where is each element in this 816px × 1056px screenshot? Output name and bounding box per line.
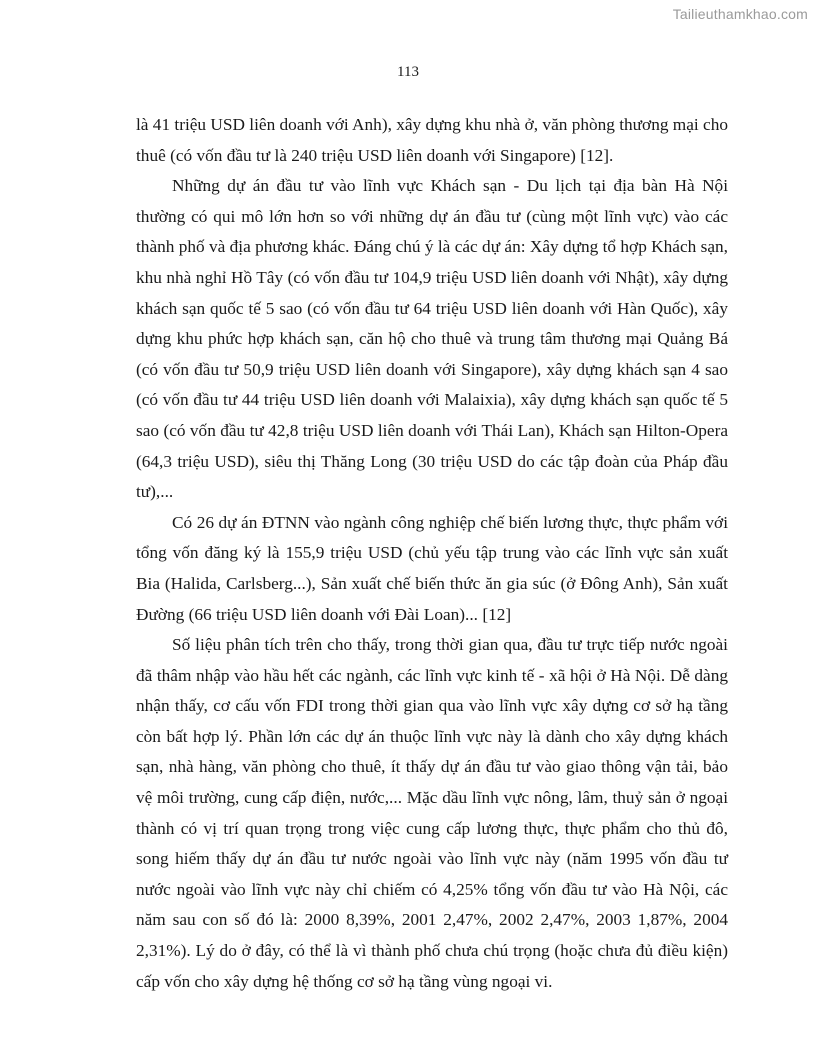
document-body bbox=[136, 110, 728, 997]
paragraph-fdi-analysis: Số liệu phân tích trên cho thấy, trong thời gian qua, đầu tư trực tiếp nước ngoài đã thâm nhập vào hầu hết các ngành, các lĩnh vực kinh tế - xã hội ở Hà Nội. Dễ dàng nhận thấy, cơ cấu vốn FDI trong thời gian qua vào lĩnh vực xây dựng cơ sở hạ tầng còn bất hợp lý. Phần lớn các dự án thuộc lĩnh vực này là dành cho xây dựng khách sạn, nhà hàng, văn phòng cho thuê, ít thấy dự án đầu tư vào giao thông vận tải, bảo vệ môi trường, cung cấp điện, nước,... Mặc dầu lĩnh vực nông, lâm, thuỷ sản ở ngoại thành có vị trí quan trọng trong việc cung cấp lương thực, thực phẩm cho thủ đô, song hiếm thấy dự án đầu tư nước ngoài vào lĩnh vực này (năm 1995 vốn đầu tư nước ngoài vào lĩnh vực này chỉ chiếm có 4,25% tổng vốn đầu tư vào Hà Nội, các năm sau con số đó là: 2000 8,39%, 2001 2,47%, 2002 2,47%, 2003 1,87%, 2004 2,31%). Lý do ở đây, có thể là vì thành phố chưa chú trọng (hoặc chưa đủ điều kiện) cấp vốn cho xây dựng hệ thống cơ sở hạ tầng vùng ngoại vi. bbox=[136, 635, 728, 991]
paragraph-hotel-tourism-projects: Những dự án đầu tư vào lĩnh vực Khách sạn - Du lịch tại địa bàn Hà Nội thường có qui mô lớn hơn so với những dự án đầu tư (cùng một lĩnh vực) vào các thành phố và địa phương khác. Đáng chú ý là các dự án: Xây dựng tổ hợp Khách sạn, khu nhà nghỉ Hồ Tây (có vốn đầu tư 104,9 triệu USD liên doanh với Nhật), xây dựng khách sạn quốc tế 5 sao (có vốn đầu tư 64 triệu USD liên doanh với Hàn Quốc), xây dựng khu phức hợp khách sạn, căn hộ cho thuê và trung tâm thương mại Quảng Bá (có vốn đầu tư 50,9 triệu USD liên doanh với Singapore), xây dựng khách sạn 4 sao (có vốn đầu tư 44 triệu USD liên doanh với Malaixia), xây dựng khách sạn quốc tế 5 sao (có vốn đầu tư 42,8 triệu USD liên doanh với Thái Lan), Khách sạn Hilton-Opera (64,3 triệu USD), siêu thị Thăng Long (30 triệu USD do các tập đoàn của Pháp đầu tư),... bbox=[136, 176, 728, 502]
paragraph-food-processing-projects: Có 26 dự án ĐTNN vào ngành công nghiệp chế biến lương thực, thực phẩm với tổng vốn đăng ký là 155,9 triệu USD (chủ yếu tập trung vào các lĩnh vực sản xuất Bia (Halida, Carlsberg...), Sản xuất chế biến thức ăn gia súc (ở Đông Anh), Sản xuất Đường (66 triệu USD liên doanh với Đài Loan)... [12] bbox=[136, 512, 728, 624]
watermark-text: Tailieuthamkhao.com bbox=[672, 6, 808, 22]
paragraph-continuation: là 41 triệu USD liên doanh với Anh), xây dựng khu nhà ở, văn phòng thương mại cho thuê (có vốn đầu tư là 240 triệu USD liên doanh với Singapore) [12]. bbox=[136, 115, 728, 165]
page-number: 113 bbox=[397, 64, 419, 80]
